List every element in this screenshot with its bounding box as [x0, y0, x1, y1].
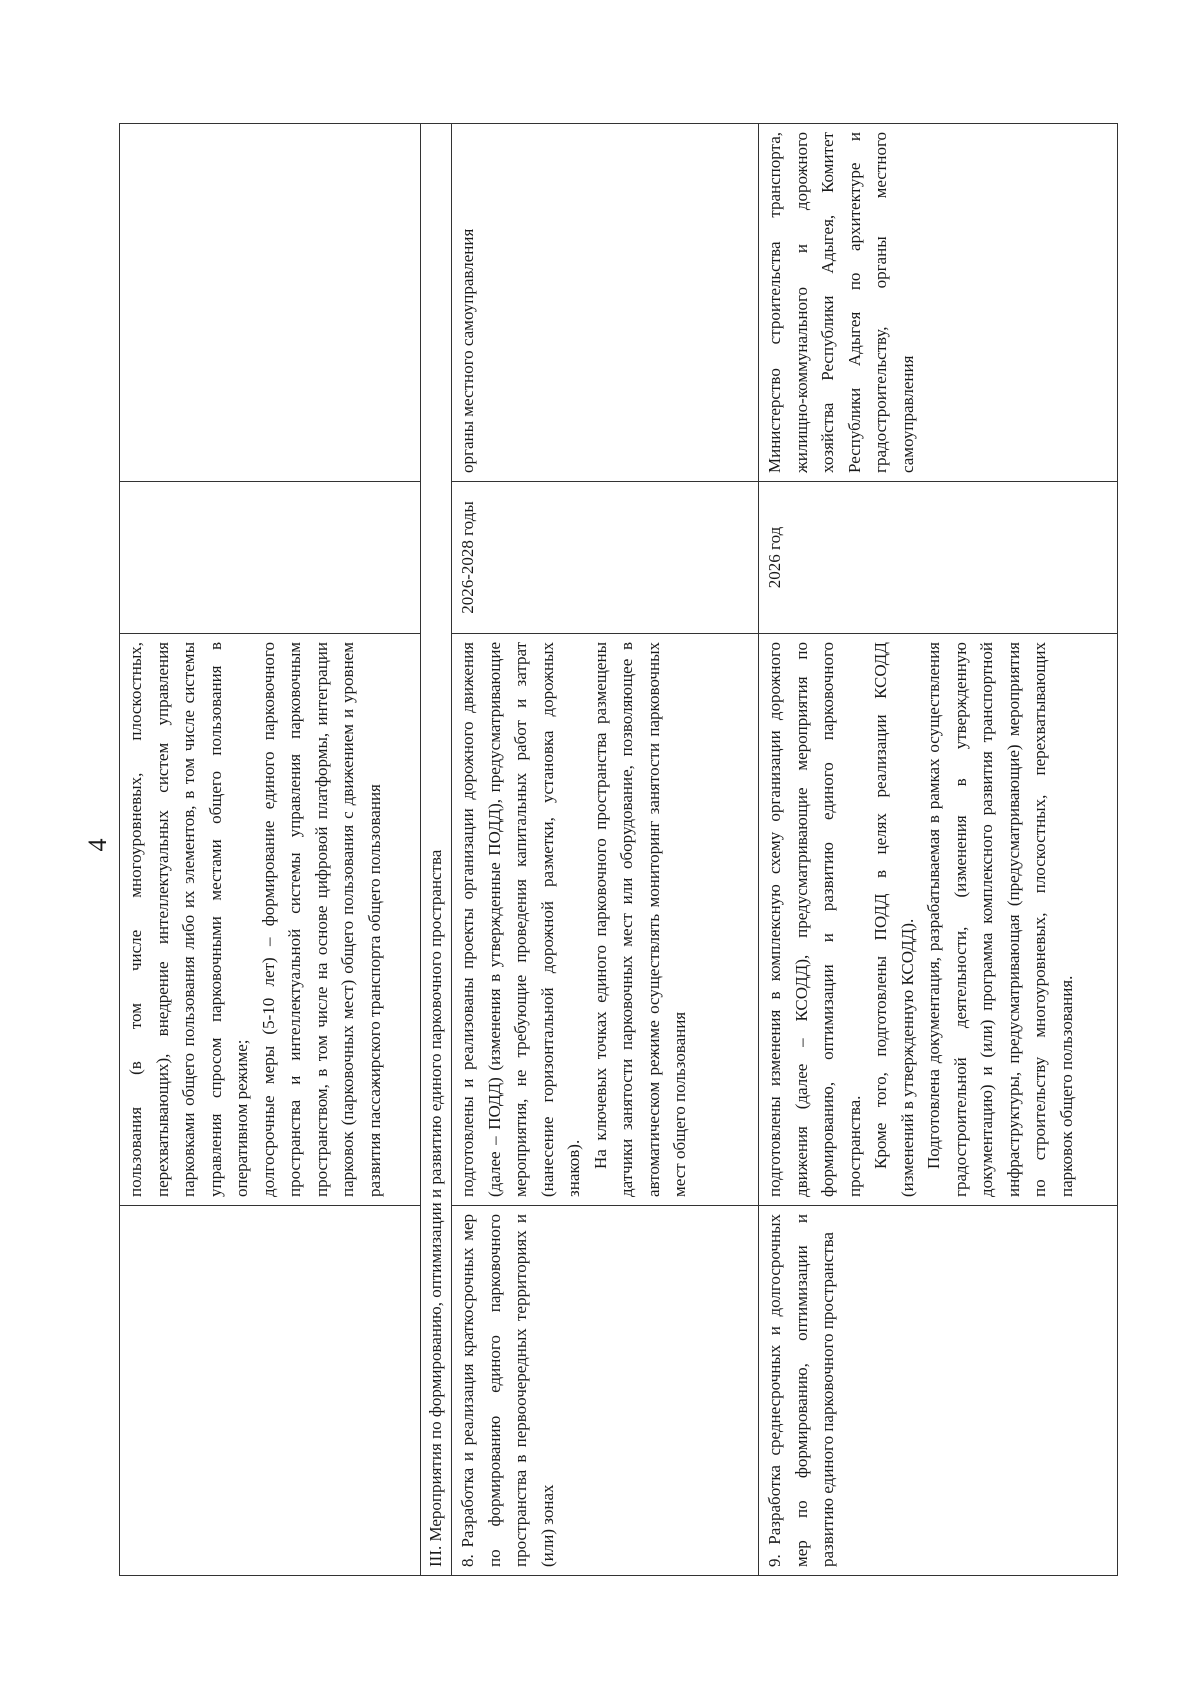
cell-result-8	[452, 634, 759, 1206]
cell-term-empty	[120, 482, 421, 634]
cell-result-continuation	[120, 634, 421, 1206]
cell-executor-empty	[120, 124, 421, 482]
cell-name-8	[452, 1206, 759, 1576]
measures-table	[119, 123, 1118, 1576]
cell-name-empty	[120, 1206, 421, 1576]
continuation-text: пользования (в том числе многоуровневых, плоскостных, перехватывающих), внедрение интеллектуальных систем управления парковками общего пользования либо их элементов, в том числе системы управления спросом парковочными местами общего пользования в оперативном режиме;	[126, 642, 251, 1197]
row-8-name: 8. Разработка и реализация краткосрочных мер по формированию единого парковочного пространства в первоочередных территориях и (или) зонах	[458, 1214, 557, 1567]
cell-executor-8	[452, 124, 759, 482]
section-title: III. Мероприятия по формированию, оптимизации и развитию единого парковочного пространства	[421, 124, 452, 1576]
row-9-name: 9. Разработка среднесрочных и долгосрочных мер по формированию, оптимизации и развитию единого парковочного пространства	[765, 1214, 837, 1567]
table-row-8	[452, 124, 759, 1576]
row-9-result-p2: Кроме того, подготовлены ПОДД в целях реализации КСОДД (изменений в утвержденную КСОДД).	[871, 642, 917, 1197]
table-row-9	[759, 124, 1118, 1576]
continuation-long-term: долгосрочные меры (5-10 лет) – формирование единого парковочного пространства и интеллектуальной системы управления парковочным пространством, в том числе на основе цифровой платформы, интеграции парковок (парковочных мест) общего пользования с движением и уровнем развития пассажирского транспорта общего пользования	[258, 642, 384, 1197]
row-9-result-p3: Подготовлена документация, разрабатываемая в рамках осуществления градостроительной деятельности, (изменения в утвержденную документацию) и (или) программа комплексного развития транспортной инфраструктуры, предусматривающая (предусматривающие) мероприятия по строительству многоуровневых, плоскостных, перехватывающих парковок общего пользования.	[924, 642, 1076, 1197]
row-9-term: 2026 год	[765, 526, 784, 589]
row-8-executor: органы местного самоуправления	[458, 228, 477, 473]
cell-term-8	[452, 482, 759, 634]
row-8-result-p2: На ключевых точках единого парковочного пространства размещены датчики занятости парковочных мест или оборудование, позволяющее в автоматическом режиме осуществлять мониторинг занятости парковочных мест общего пользования	[590, 642, 689, 1197]
table-row-section	[421, 124, 452, 1576]
table-row-continuation	[120, 124, 421, 1576]
cell-name-9	[759, 1206, 1118, 1576]
row-8-term: 2026-2028 годы	[458, 501, 477, 614]
row-8-result-p1: подготовлены и реализованы проекты организации дорожного движения (далее – ПОДД) (изменения в утвержденные ПОДД), предусматривающие мероприятия, не требующие проведения капитальных работ и затрат (нанесение горизонтальной дорожной разметки, установка дорожных знаков).	[458, 642, 583, 1197]
rotated-table-container	[119, 124, 1099, 1576]
cell-result-9	[759, 634, 1118, 1206]
row-9-result-p1: подготовлены изменения в комплексную схему организации дорожного движения (далее – КСОДД), предусматривающие мероприятия по формированию, оптимизации и развитию единого парковочного пространства.	[765, 642, 864, 1197]
cell-term-9	[759, 482, 1118, 634]
cell-executor-9	[759, 124, 1118, 482]
row-9-executor: Министерство строительства транспорта, жилищно-коммунального и дорожного хозяйства Республики Адыгея, Комитет Республики Адыгея по архитектуре и градостроительству, органы местного самоуправления	[765, 132, 917, 473]
page-number: 4	[83, 838, 112, 852]
